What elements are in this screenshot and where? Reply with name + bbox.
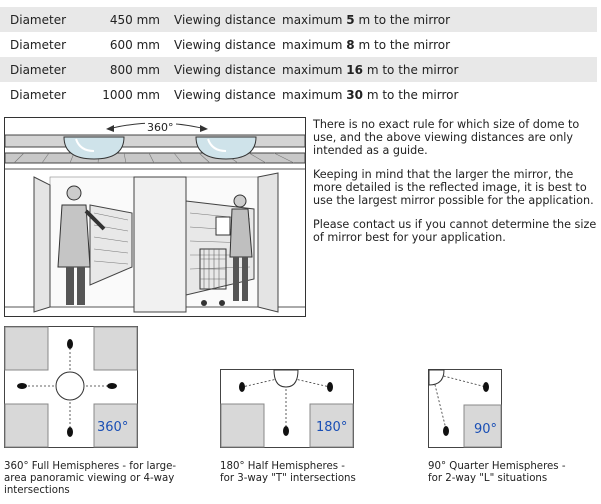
degrees-label: 90° — [474, 422, 498, 437]
diameter-label: Diameter — [10, 87, 67, 102]
table-row — [0, 7, 597, 32]
viewing-distance-label: Viewing distance — [174, 57, 282, 82]
guidance-text — [313, 118, 598, 255]
degrees-label: 180° — [316, 420, 348, 435]
table-row — [0, 57, 597, 82]
guidance-paragraph: Keeping in mind that the larger the mirror, the more detailed is the reflected image, it is best to use the largest mirror possible for the application. — [313, 168, 594, 207]
diameter-size: 1000 mm — [102, 87, 160, 102]
guidance-paragraph: Please contact us if you cannot determine the size of mirror best for your application. — [313, 218, 597, 244]
maximum-distance: maximum 30 m to the mirror — [282, 87, 459, 102]
store-aisle-illustration — [4, 117, 306, 317]
table-row — [0, 82, 597, 107]
viewing-distance-label: Viewing distance — [174, 37, 276, 52]
viewing-distance-table — [0, 7, 597, 107]
maximum-distance: maximum 16 m to the mirror — [282, 57, 597, 82]
maximum-distance: maximum 8 m to the mirror — [282, 37, 451, 52]
diagram-180 — [220, 369, 354, 448]
diameter-label: Diameter — [0, 7, 98, 32]
diagram-caption-360: 360° Full Hemispheres - for large- area panoramic viewing or 4-way intersections — [4, 461, 177, 496]
diagram-caption-180: 180° Half Hemispheres - for 3-way "T" intersections — [220, 461, 356, 484]
diameter-label: Diameter — [10, 37, 67, 52]
angle-label: 360° — [147, 121, 174, 134]
diameter-size: 600 mm — [109, 37, 160, 52]
diameter-size: 450 mm — [98, 7, 174, 32]
degrees-label: 360° — [97, 420, 129, 435]
maximum-distance: maximum 5 m to the mirror — [282, 7, 597, 32]
diagram-caption-90: 90° Quarter Hemispheres - for 2-way "L" situations — [428, 461, 566, 484]
guidance-paragraph: There is no exact rule for which size of dome to use, and the above viewing distances are only intended as a guide. — [313, 118, 580, 157]
diameter-size: 800 mm — [98, 57, 174, 82]
viewing-distance-label: Viewing distance — [174, 7, 282, 32]
table-row — [0, 32, 597, 57]
viewing-distance-label: Viewing distance — [174, 87, 276, 102]
diameter-label: Diameter — [0, 57, 98, 82]
